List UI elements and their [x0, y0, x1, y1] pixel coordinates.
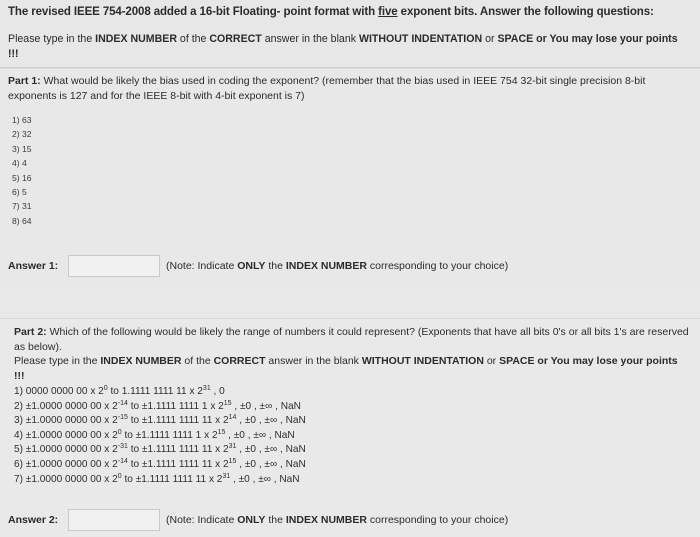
note-text: (Note: Indicate — [166, 514, 238, 526]
exponent: 0 — [117, 472, 122, 480]
exponent: -31 — [117, 443, 128, 451]
list-item — [14, 385, 690, 400]
list-item: 1) 63 — [12, 115, 32, 125]
instr-text: or — [482, 33, 498, 45]
list-item: 3) 15 — [12, 143, 32, 154]
title-text-end: exponent bits. Answer the following questions: — [397, 6, 654, 18]
instr-text: of the — [181, 355, 214, 367]
exponent: 0 — [103, 385, 108, 392]
instr-bold: INDEX NUMBER — [95, 33, 177, 45]
instr-bold: or You may lose your points !!! — [8, 33, 678, 60]
choice-text: , ±0 , ±∞ , NaN — [225, 429, 295, 441]
part2-instructions — [14, 354, 690, 383]
list-item — [14, 429, 690, 444]
part2-panel — [0, 318, 700, 537]
note-text: corresponding to your choice) — [366, 260, 509, 272]
part2-choices — [14, 385, 690, 487]
answer2-row — [8, 509, 508, 531]
choice-text: to ±1.1111 1111 1 x 2 — [121, 429, 218, 441]
note-bold: ONLY — [237, 514, 266, 526]
choice-text: 4) ±1.0000 0000 00 x 2 — [14, 429, 118, 441]
exponent: 0 — [117, 428, 122, 436]
part1-panel — [0, 68, 700, 293]
instr-text: Please type in the — [14, 355, 101, 367]
instr-text: Please type in the — [8, 33, 96, 45]
choice-text: to ±1.1111 1111 1 x 2 — [127, 400, 224, 412]
choice-text: to ±1.1111 1111 11 x 2 — [127, 458, 229, 470]
note-text: (Note: Indicate — [166, 260, 238, 272]
list-item — [14, 400, 690, 415]
part1-question — [8, 74, 690, 103]
instr-bold: SPACE — [497, 33, 534, 45]
choice-text: , ±0 , ±∞ , NaN — [236, 458, 306, 470]
exponent: -14 — [117, 457, 128, 465]
exponent: 31 — [222, 472, 231, 480]
instr-bold: CORRECT — [209, 33, 262, 45]
note-bold: INDEX NUMBER — [285, 260, 367, 272]
exponent: 15 — [217, 428, 226, 436]
header-panel — [0, 0, 700, 68]
exponent: -14 — [117, 399, 128, 407]
part2-question-text: Which of the following would be likely the range of numbers it could represent? (Exponents that have all bits 0's or all bits 1's are reserved as below). — [14, 326, 689, 353]
page-title — [8, 6, 690, 18]
choice-text: 7) ±1.0000 0000 00 x 2 — [14, 473, 118, 485]
instr-bold: WITHOUT INDENTATION — [361, 355, 484, 367]
part1-choices — [8, 113, 690, 228]
instr-text: of the — [176, 33, 210, 45]
choice-text: , ±0 , ±∞ , NaN — [230, 473, 300, 485]
choice-text: 6) ±1.0000 0000 00 x 2 — [14, 458, 118, 470]
list-item — [14, 443, 690, 458]
list-item: 8) 64 — [12, 215, 32, 226]
answer1-label: Answer 1: — [8, 260, 59, 272]
title-text: The revised IEEE 754-2008 added a 16-bit Floating- point format with — [8, 6, 379, 18]
choice-text: to ±1.1111 1111 11 x 2 — [127, 444, 229, 456]
instr-bold: SPACE — [499, 355, 535, 367]
note-text: the — [265, 514, 286, 526]
note-bold: INDEX NUMBER — [285, 514, 367, 526]
note-bold: ONLY — [237, 260, 266, 272]
exponent: -15 — [117, 414, 128, 422]
choice-text: , ±0 , ±∞ , NaN — [231, 400, 301, 412]
instr-bold: or You may lose your points !!! — [14, 355, 678, 382]
part1-question-text: What would be likely the bias used in coding the exponent? (remember that the bias used in IEEE 754 32-bit single precision 8-bit exponents is 127 and for the IEEE 8-bit with 4-bit exponent is 7) — [8, 75, 646, 102]
note-text: corresponding to your choice) — [366, 514, 509, 526]
answer1-note — [166, 260, 508, 272]
exponent: 15 — [228, 457, 237, 465]
choice-text: to 1.1111 1111 11 x 2 — [107, 386, 203, 397]
choice-text: to ±1.1111 1111 11 x 2 — [121, 473, 223, 485]
choice-text: 5) ±1.0000 0000 00 x 2 — [14, 444, 118, 456]
choice-text: , ±0 , ±∞ , NaN — [236, 444, 306, 456]
instr-bold: WITHOUT INDENTATION — [358, 33, 483, 45]
answer2-note — [166, 514, 508, 526]
exponent: 14 — [228, 414, 237, 422]
list-item: 5) 16 — [12, 172, 32, 183]
choice-text: 2) ±1.0000 0000 00 x 2 — [14, 400, 118, 412]
list-item — [14, 473, 690, 488]
answer1-input[interactable] — [68, 255, 160, 277]
choice-text: , 0 — [210, 386, 225, 397]
list-item: 6) 5 — [12, 187, 27, 198]
instr-text: or — [483, 355, 500, 367]
choice-text: to ±1.1111 1111 11 x 2 — [127, 415, 229, 427]
exponent: 15 — [223, 399, 232, 407]
list-item — [14, 458, 690, 473]
title-underlined: five — [378, 6, 398, 18]
instr-bold: INDEX NUMBER — [100, 355, 182, 367]
note-text: the — [265, 260, 286, 272]
choice-text: 3) ±1.0000 0000 00 x 2 — [14, 415, 118, 427]
answer1-row — [8, 255, 508, 277]
list-item: 4) 4 — [12, 158, 27, 169]
exponent: 31 — [228, 443, 237, 451]
exponent: 31 — [202, 385, 211, 392]
choice-text: 1) 0000 0000 00 x 2 — [14, 386, 104, 397]
list-item — [14, 414, 690, 429]
instructions — [8, 32, 690, 62]
part2-label: Part 2: — [14, 326, 47, 338]
list-item: 7) 31 — [12, 201, 32, 212]
answer2-label: Answer 2: — [8, 514, 59, 526]
part1-label: Part 1: — [8, 75, 41, 87]
choice-text: , ±0 , ±∞ , NaN — [236, 415, 306, 427]
instr-text: answer in the blank — [261, 33, 359, 45]
part2-question — [14, 325, 690, 354]
list-item: 2) 32 — [12, 129, 32, 140]
instr-bold: CORRECT — [213, 355, 266, 367]
answer2-input[interactable] — [68, 509, 160, 531]
instr-text: answer in the blank — [265, 355, 362, 367]
